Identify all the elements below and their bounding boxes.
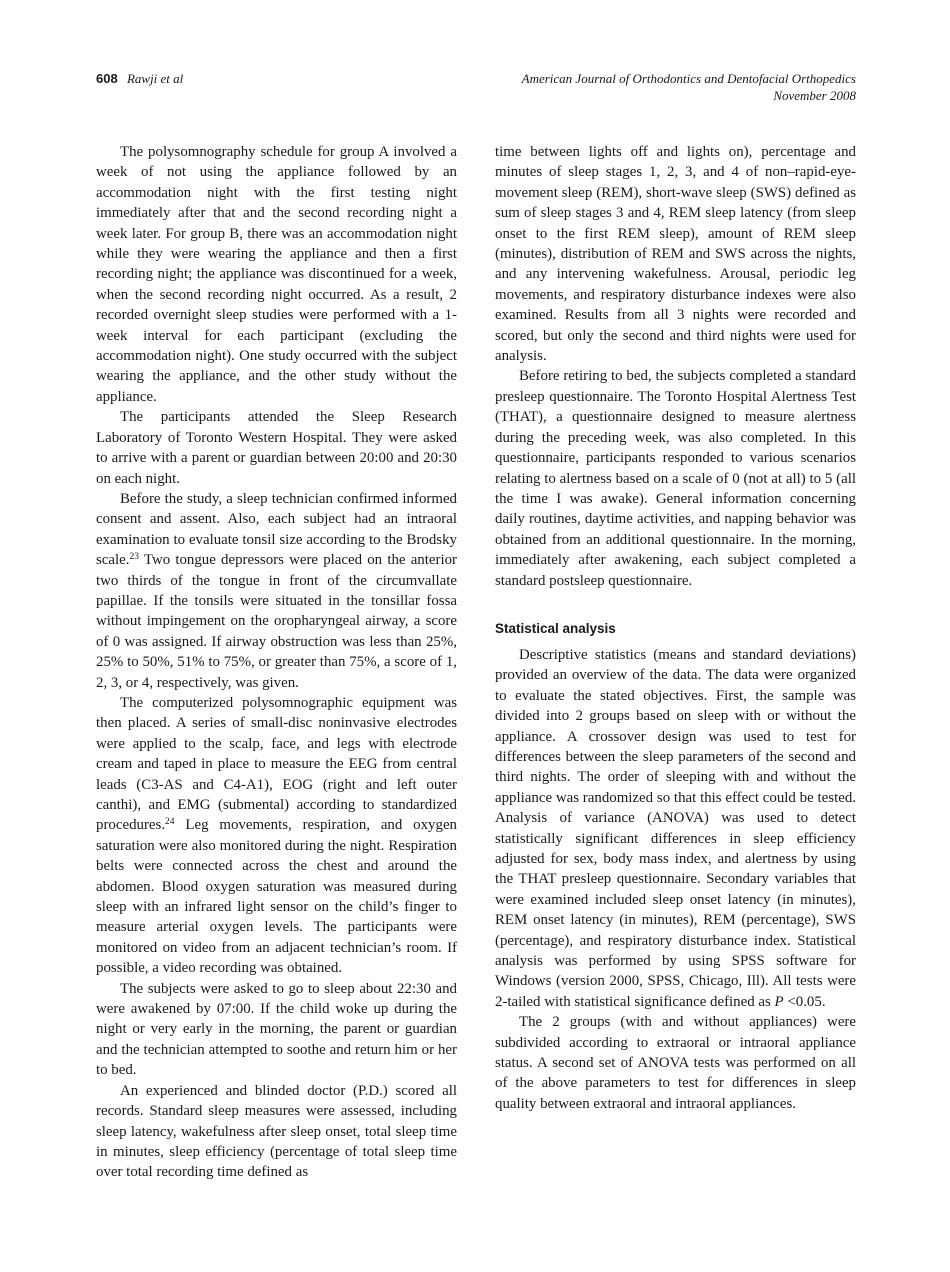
reference-citation: 24 [165,817,175,828]
paragraph-group-subdivision: The 2 groups (with and without appliances) were subdivided according to extraoral or intraoral appliance status. A second set of ANOVA tests was performed on all of the above parameters to test for differences in sleep quality between extraoral and intraoral appliances. [495,1014,856,1112]
paragraph-tonsil-examination [96,489,457,693]
paragraph-polysomnography-schedule: The polysomnography schedule for group A involved a week of not using the appliance followed by an accommodation night with the first testing night immediately after that and the second recording night a week later. For group B, there was an accommodation night while they were wearing the appliance and then a first recording night; the appliance was discontinued for a week, when the second recording night occurred. As a result, 2 recorded overnight sleep studies were performed with a 1-week interval for each participant (excluding the accommodation night). One study occurred with the subject wearing the appliance, and the other study without the appliance. [96,144,457,405]
paragraph-text: Before the study, a sleep technician confirmed informed consent and assent. Also, each subject had an intraoral examination to evaluate tonsil size according to the Brodsky scale. [96,490,457,569]
paragraph-text: Two tongue depressors were placed on the anterior two thirds of the tongue in front of the circumvallate papillae. If the tonsils were situated in the tonsillar fossa without impingement on the oropharyngeal airway, a score of 0 was assigned. If airway obstruction was less than 25%, 25% to 50%, 51% to 75%, or greater than 75%, a score of 1, 2, 3, or 4, respectively, was given. [96,552,457,691]
paragraph-text: <0.05. [783,993,826,1010]
paragraph-scoring: An experienced and blinded doctor (P.D.) scored all records. Standard sleep measures were assessed, including sleep latency, wakefulness after sleep onset, total sleep time in minutes, sleep efficiency (percentage of total sleep time over total recording time defined as [96,1082,457,1181]
right-column [495,142,856,1114]
journal-title: American Journal of Orthodontics and Dentofacial Orthopedics [521,71,856,86]
paragraph-descriptive-statistics [495,645,856,1012]
running-head-left [96,70,183,87]
left-column [96,142,457,1183]
p-value-symbol: P [774,993,784,1010]
page-number: 608 [96,71,118,86]
paragraph-questionnaires: Before retiring to bed, the subjects completed a standard presleep questionnaire. The Toronto Hospital Alertness Test (THAT), a questionnaire designed to measure alertness during the preceding week, was also completed. In this questionnaire, participants responded to various scenarios relating to alertness based on a scale of 0 (not at all) to 5 (all the time I was awake). General information concerning daily routines, daytime activities, and napping behavior was obtained from an additional questionnaire. In the morning, immediately after awakening, each subject completed a standard postsleep questionnaire. [495,368,856,589]
paragraph-sleep-lab-attendance: The participants attended the Sleep Research Laboratory of Toronto Western Hospital. They were asked to arrive with a parent or guardian between 20:00 and 20:30 on each night. [96,409,457,487]
issue-date: November 2008 [773,88,856,103]
reference-citation: 23 [129,552,139,563]
paragraph-text: Descriptive statistics (means and standard deviations) provided an overview of the data. The data were organized to evaluate the stated objectives. First, the sample was divided into 2 groups based on sleep with or without the appliance. A crossover design was used to test for differences between the sleep parameters of the second and third nights. The order of sleeping with and without the appliance was randomized so that this effect could be tested. Analysis of variance (ANOVA) was used to detect statistically significant differences in sleep efficiency adjusted for sex, body mass index, and alertness by using the THAT presleep questionnaire. Secondary variables that were examined included sleep onset latency (in minutes), REM onset latency (in minutes), REM (percentage), SWS (percentage), and respiratory disturbance index. Statistical analysis was performed by using SPSS software for Windows (version 2000, SPSS, Chicago, Ill). All tests were 2-tailed with statistical significance defined as [495,646,856,1010]
paragraph-text: The computerized polysomnographic equipment was then placed. A series of small-disc noninvasive electrodes were applied to the scalp, face, and legs with electrode cream and taped in place to measure the EEG from central leads (C3-AS and C4-A1), EOG (right and left outer canthi), and EMG (submental) according to standardized procedures. [96,694,457,834]
paragraph-text: Leg movements, respiration, and oxygen saturation were also monitored during the night. Respiration belts were connected across the chest and around the abdomen. Blood oxygen saturation was measured during sleep with an infrared light sensor on the child’s finger to measure arterial oxygen levels. The participants were monitored on video from an adjacent technician’s room. If possible, a video recording was obtained. [96,817,457,977]
paragraph-polysomnographic-equipment [96,693,457,979]
paragraph-sleep-schedule: The subjects were asked to go to sleep about 22:30 and were awakened by 07:00. If the child woke up during the night or very early in the morning, the parent or guardian and the technician attempted to soothe and return him or her to bed. [96,980,457,1079]
paragraph-sleep-measures-continued: time between lights off and lights on), percentage and minutes of sleep stages 1, 2, 3, and 4 of non–rapid-eye-movement sleep (REM), short-wave sleep (SWS) defined as sum of sleep stages 3 and 4, REM sleep latency (from sleep onset to the first REM sleep), amount of REM sleep (minutes), distribution of REM and SWS across the nights, and any intervening wakefulness. Arousal, periodic leg movements, and respiratory disturbance indexes were also examined. Results from all 3 nights were recorded and scored, but only the second and third nights were used for analysis. [495,144,856,365]
running-head [96,70,856,110]
running-head-right [522,70,856,104]
section-heading-statistical-analysis: Statistical analysis [495,620,616,636]
running-head-author: Rawji et al [126,71,184,86]
